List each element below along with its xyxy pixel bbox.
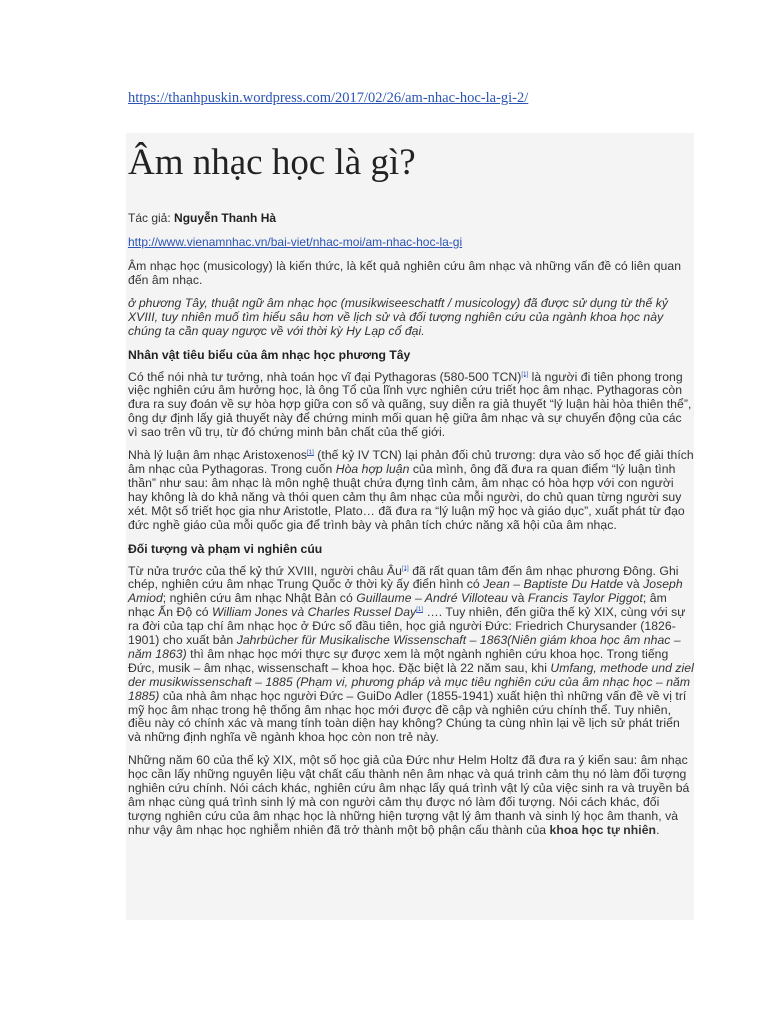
author-name: Nguyễn Thanh Hà	[174, 211, 277, 225]
footnote-ref[interactable]: [1]	[416, 607, 424, 614]
paragraph-helmholtz: Những năm 60 của thế kỷ XIX, một số học giả của Đức như Helm Holtz đã đưa ra ý kiến sau: âm nhạc học cần lấy những nguyên liệu vật chất cấu thành nên âm nhạc và quá trình cảm thụ nó làm đối tượng nghiên cứu chính. Nói cách khác, nghiên cứu âm nhạc lấy quá trình vật lý của việc sinh ra và truyền bá âm nhạc cùng quá trình sinh lý mà con người cảm thụ được nó làm đối tượng. Nói cách khác, đối tượng nghiên cứu của âm nhạc học là những hiện tượng vật lý âm thanh và sinh lý học âm thanh, và như vậy âm nhạc học nghiễm nhiên đã trở thành một bộ phận cấu thành của khoa học tự nhiên.	[128, 753, 690, 837]
page-title: Âm nhạc học là gì?	[128, 142, 416, 183]
paragraph-aristoxenos: Nhà lý luận âm nhạc Aristoxenos[1] (thế kỷ IV TCN) lại phản đối chủ trương: dựa vào số học để giải thích âm nhạc của Pythagoras. Trong cuốn Hòa hợp luận của mình, ông đã đưa ra quan điểm “lý luận tình thần” như sau: âm nhạc là môn nghệ thuật chứa đựng tình cảm, âm nhạc có hòa hợp với con người hay không là do khả năng và thói quen cảm thụ âm nhạc của mỗi người, do chủ quan từng người suy xét. Một số triết học gia như Aristotle, Plato… đã đưa ra “lý luận mỹ học và giáo dục”, xuất phát từ đạo đức nghề giáo của mỗi quốc gia để trình bày và phân tích chức năng xã hội của âm nhạc.	[128, 448, 694, 532]
source-url-link[interactable]: https://thanhpuskin.wordpress.com/2017/02/26/am-nhac-hoc-la-gi-2/	[128, 90, 529, 106]
footnote-ref[interactable]: [1]	[521, 371, 529, 378]
intro-paragraph: Âm nhạc học (musicology) là kiến thức, là kết quả nghiên cứu âm nhạc và những vấn đề có liên quan đến âm nhạc.	[128, 259, 682, 287]
author-line	[128, 211, 694, 225]
author-label: Tác giả:	[128, 211, 175, 225]
footnote-ref[interactable]: [1]	[401, 565, 409, 572]
footnote-ref[interactable]: [1]	[307, 450, 314, 456]
section-heading-scope: Đối tượng và phạm vi nghiên cúu	[128, 541, 323, 556]
intro-italic-paragraph: ở phương Tây, thuật ngữ âm nhạc học (musikwiseeschatft / musicology) đã được sử dụng từ thế kỷ XVIII, tuy nhiên muố tìm hiểu sâu hơn về lịch sử và đối tượng nghiên cứu của ngành khoa học này chúng ta cần quay ngược về với thời kỳ Hy Lạp cổ đại.	[128, 295, 669, 338]
paragraph-europe-east: Từ nửa trước của thế kỷ thứ XVIII, người châu Âu[1] đã rất quan tâm đến âm nhạc phương Đông. Ghi chép, nghiên cứu âm nhạc Trung Quốc ở thời kỳ ấy điển hình có Jean – Baptiste Du Hatde và Joseph Amiod; nghiên cứu âm nhạc Nhật Bản có Guillaume – André Villoteau và Francis Taylor Piggot; âm nhạc Ấn Độ có William Jones và Charles Russel Day[1] …. Tuy nhiên, đến giữa thế kỷ XIX, cùng với sự ra đời của tạp chí âm nhạc học ở Đức số đầu tiên, học giả người Đức: Friedrich Churysander (1826-1901) cho xuất bản Jahrbücher für Musikalische Wissenschaft – 1863(Niên giám khoa học âm nhac – năm 1863) thì âm nhạc học mới thực sự được xem là một ngành nghiên cứu khoa học. Trong tiếng Đức, musik – âm nhạc, wissenschaft – khoa học. Đặc biệt là 22 năm sau, khi Umfang, methode und ziel der musikwissenschaft – 1885 (Phạm vi, phương pháp và mục tiêu nghiên cứu của âm nhạc học – năm 1885) của nhà âm nhạc học người Đức – GuiDo Adler (1855-1941) xuất hiện thì những vấn đề về vị trí mỹ học âm nhạc trong hệ thống âm nhạc học mới được đề cập và nghiên cứu chính thể. Tuy nhiên, điều này có chính xác và mang tính toàn diện hay không? Chúng ta cùng nhìn lại về lịch sử phát triển và những định nghĩa về ngành khoa học còn non trẻ này.	[128, 563, 694, 745]
section-heading-figures: Nhân vật tiêu biểu của âm nhạc học phương Tây	[128, 347, 411, 362]
article-panel	[126, 133, 694, 920]
paragraph-pythagoras: Có thể nói nhà tư tưởng, nhà toán học vĩ đại Pythagoras (580-500 TCN)[1] là người đi tiên phong trong việc nghiên cứu âm hưởng học, là ông Tổ của lĩnh vực nghiên cứu triết học âm nhạc. Pythagoras còn đưa ra suy đoán về sự hòa hợp giữa con số và quãng, suy diễn ra giả thuyết “lý luận hài hòa thiên thể”, ông dự định lấy giả thuyết này để chứng minh mối quan hệ giữa âm nhạc và sự chuyển động của các vì sao trên vũ trụ, từ đó chứng minh bản chất của thế giới.	[128, 369, 692, 440]
article-source-link[interactable]: http://www.vienamnhac.vn/bai-viet/nhac-moi/am-nhac-hoc-la-gi	[128, 235, 463, 249]
